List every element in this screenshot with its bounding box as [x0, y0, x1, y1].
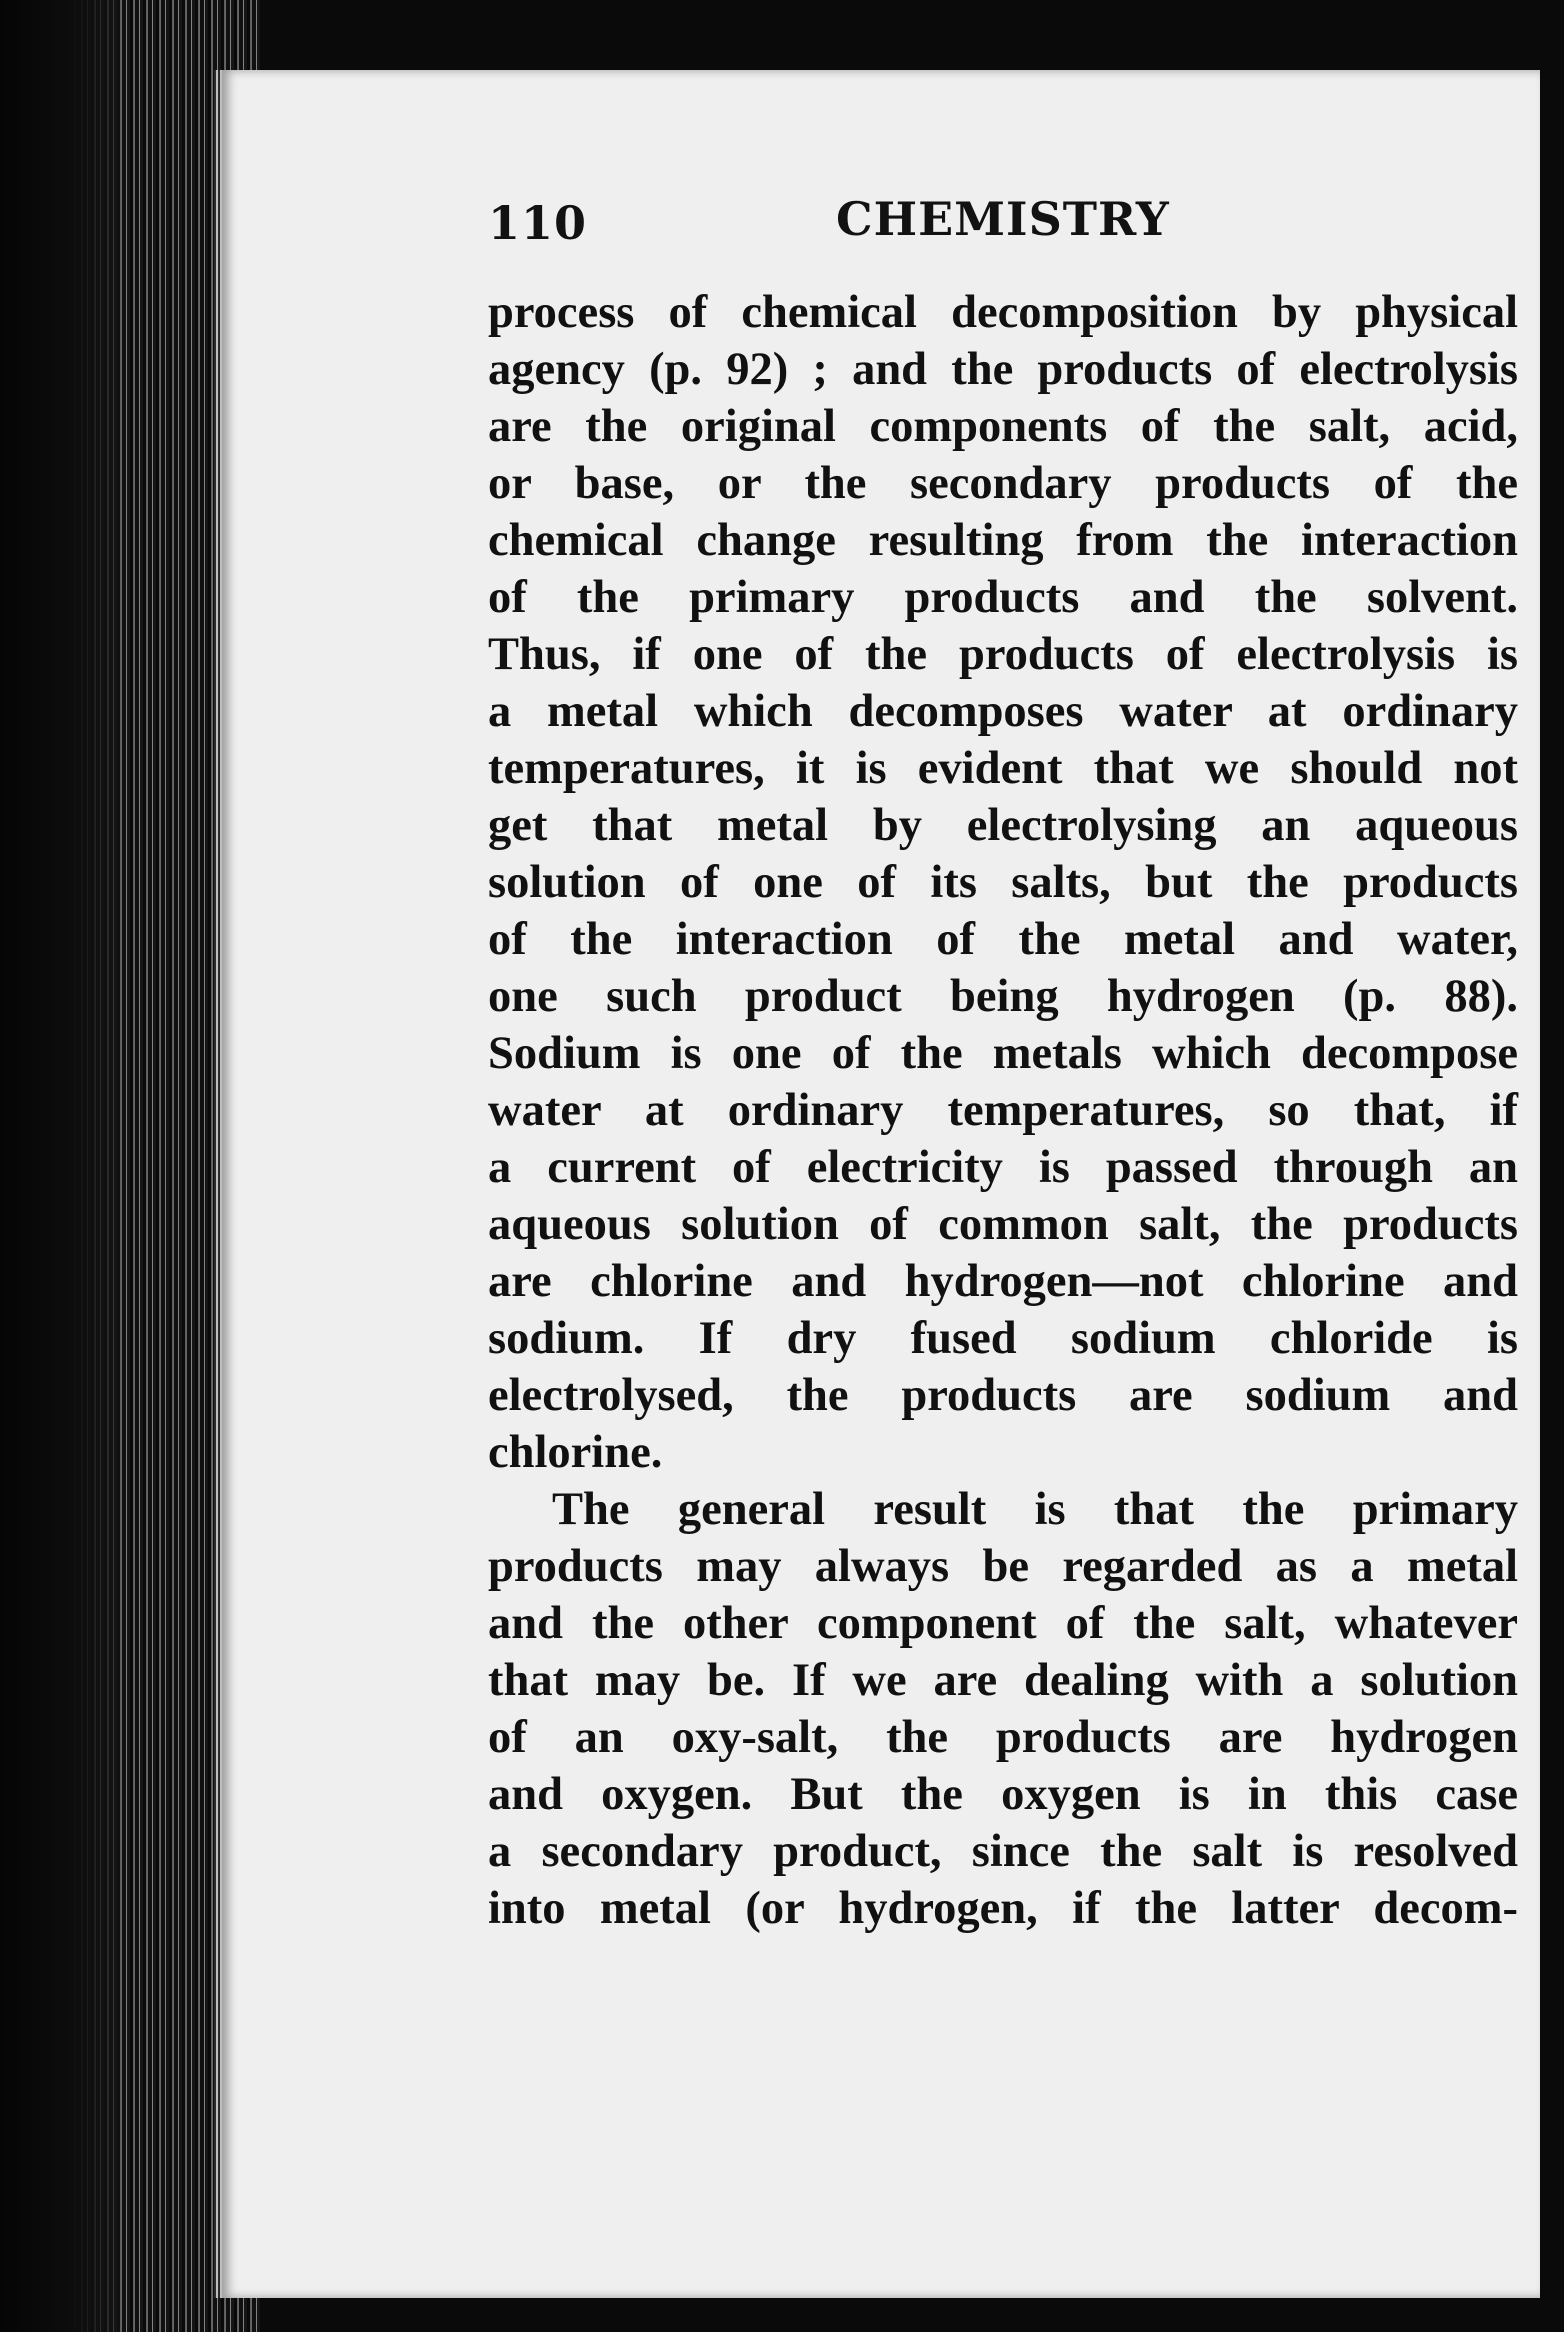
text-line: a current of electricity is passed through an — [488, 1142, 1518, 1193]
text-line: aqueous solution of common salt, the products — [488, 1199, 1518, 1250]
page-number: 110 — [488, 196, 588, 250]
text-line: water at ordinary temperatures, so that, if — [488, 1085, 1518, 1136]
text-line: of an oxy-salt, the products are hydrogen — [488, 1712, 1518, 1763]
text-line: temperatures, it is evident that we should not — [488, 743, 1518, 794]
text-line: sodium. If dry fused sodium chloride is — [488, 1313, 1518, 1364]
paragraph-1 — [488, 284, 1518, 1481]
text-line: a metal which decomposes water at ordinary — [488, 686, 1518, 737]
text-line: are the original components of the salt, acid, — [488, 401, 1518, 452]
text-line: a secondary product, since the salt is resolved — [488, 1826, 1518, 1877]
text-line: into metal (or hydrogen, if the latter decom- — [488, 1883, 1518, 1934]
text-line: are chlorine and hydrogen—not chlorine and — [488, 1256, 1518, 1307]
text-line: or base, or the secondary products of the — [488, 458, 1518, 509]
text-line: of the primary products and the solvent. — [488, 572, 1518, 623]
text-line: Thus, if one of the products of electrolysis is — [488, 629, 1518, 680]
text-line: The general result is that the primary — [552, 1484, 1518, 1535]
text-line: products may always be regarded as a metal — [488, 1541, 1518, 1592]
page-header — [488, 190, 1170, 260]
text-line: agency (p. 92) ; and the products of electrolysis — [488, 344, 1518, 395]
text-line: and the other component of the salt, whatever — [488, 1598, 1518, 1649]
text-line: one such product being hydrogen (p. 88). — [488, 971, 1518, 1022]
body-text — [488, 284, 1518, 1937]
text-line: chlorine. — [488, 1427, 663, 1478]
text-line: that may be. If we are dealing with a solution — [488, 1655, 1518, 1706]
running-title: CHEMISTRY — [836, 192, 1170, 246]
text-line: solution of one of its salts, but the products — [488, 857, 1518, 908]
text-line: chemical change resulting from the interaction — [488, 515, 1518, 566]
text-line: Sodium is one of the metals which decompose — [488, 1028, 1518, 1079]
text-line: process of chemical decomposition by physical — [488, 287, 1518, 338]
text-line: of the interaction of the metal and water, — [488, 914, 1518, 965]
text-line: and oxygen. But the oxygen is in this case — [488, 1769, 1518, 1820]
paragraph-2 — [488, 1481, 1518, 1937]
text-line: get that metal by electrolysing an aqueous — [488, 800, 1518, 851]
text-line: electrolysed, the products are sodium and — [488, 1370, 1518, 1421]
